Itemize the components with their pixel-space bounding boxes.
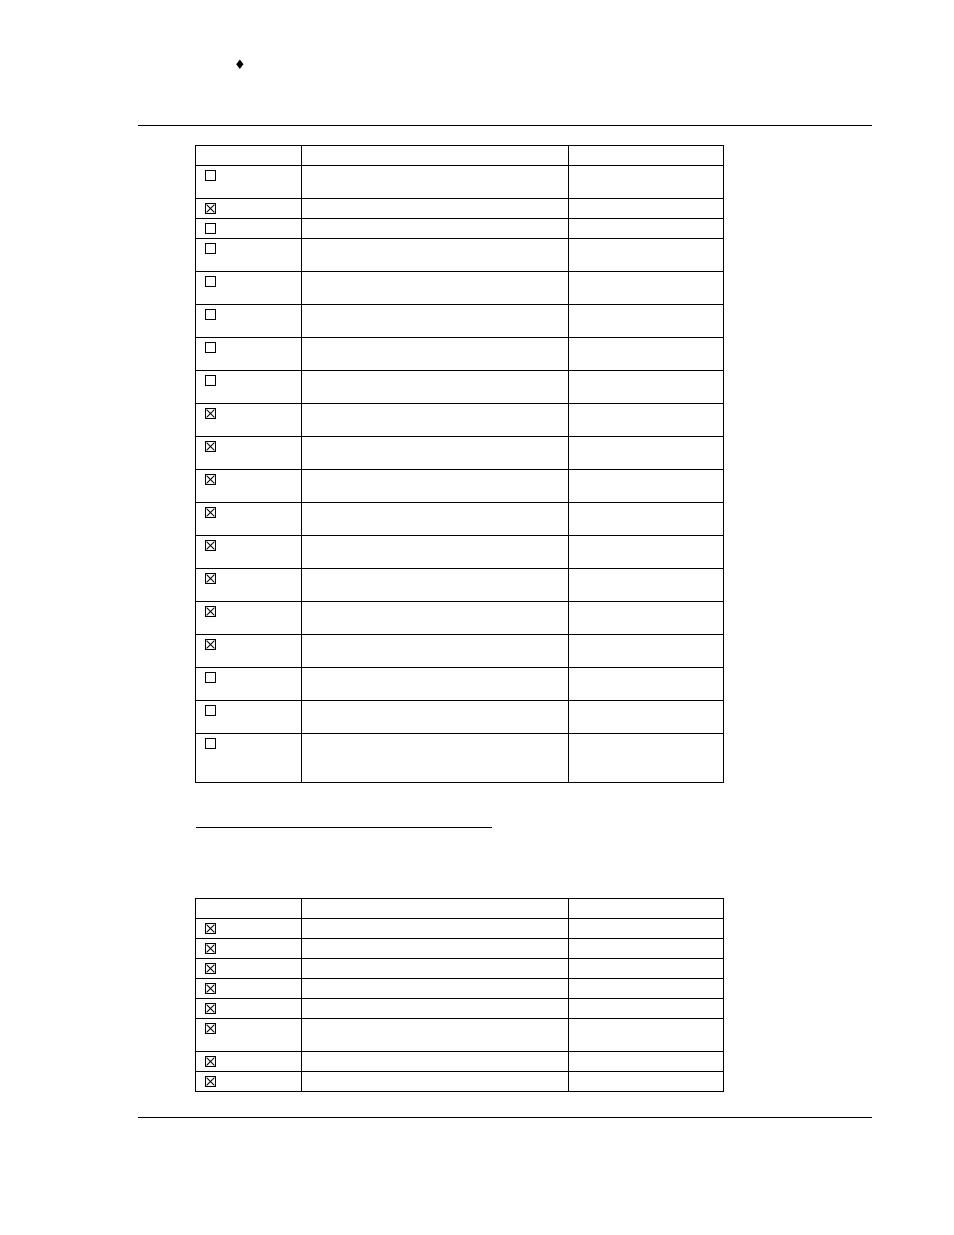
- section-underline: [196, 827, 492, 828]
- checkbox-cell: [196, 701, 302, 734]
- table-row: [196, 199, 724, 219]
- table-row: [196, 701, 724, 734]
- description-cell: [302, 602, 569, 635]
- header-cell: [196, 146, 302, 166]
- notes-cell: [569, 239, 724, 272]
- description-cell: [302, 437, 569, 470]
- description-cell: [302, 536, 569, 569]
- checkbox-cell: [196, 272, 302, 305]
- unchecked-box-icon[interactable]: [205, 672, 216, 683]
- unchecked-box-icon[interactable]: [205, 342, 216, 353]
- table-row: [196, 602, 724, 635]
- checklist-table-2: [195, 898, 724, 1092]
- checkbox-cell: [196, 734, 302, 783]
- checkbox-cell: [196, 404, 302, 437]
- table-row: [196, 734, 724, 783]
- checkbox-cell: [196, 199, 302, 219]
- checked-box-icon[interactable]: [205, 983, 216, 994]
- unchecked-box-icon[interactable]: [205, 243, 216, 254]
- table-row: [196, 999, 724, 1019]
- table-row: [196, 536, 724, 569]
- checkbox-cell: [196, 437, 302, 470]
- notes-cell: [569, 305, 724, 338]
- notes-cell: [569, 219, 724, 239]
- notes-cell: [569, 569, 724, 602]
- footer-rule: [138, 1117, 872, 1118]
- diamond-bullet-icon: ♦: [234, 58, 246, 73]
- table-row: [196, 569, 724, 602]
- checkbox-cell: [196, 1072, 302, 1092]
- table-1-body: [196, 146, 724, 783]
- table-row: [196, 239, 724, 272]
- notes-cell: [569, 1019, 724, 1052]
- description-cell: [302, 272, 569, 305]
- unchecked-box-icon[interactable]: [205, 309, 216, 320]
- notes-cell: [569, 1052, 724, 1072]
- checkbox-cell: [196, 1019, 302, 1052]
- table-row: [196, 668, 724, 701]
- table-2-body: [196, 899, 724, 1092]
- notes-cell: [569, 272, 724, 305]
- checkbox-cell: [196, 371, 302, 404]
- checkbox-cell: [196, 602, 302, 635]
- table-row: [196, 979, 724, 999]
- checkbox-cell: [196, 979, 302, 999]
- notes-cell: [569, 635, 724, 668]
- checked-box-icon[interactable]: [205, 1003, 216, 1014]
- checkbox-cell: [196, 536, 302, 569]
- description-cell: [302, 959, 569, 979]
- checked-box-icon[interactable]: [205, 923, 216, 934]
- description-cell: [302, 1052, 569, 1072]
- description-cell: [302, 239, 569, 272]
- description-cell: [302, 1019, 569, 1052]
- table-row: [196, 272, 724, 305]
- table-row: [196, 371, 724, 404]
- table-row: [196, 919, 724, 939]
- table-row: [196, 166, 724, 199]
- notes-cell: [569, 536, 724, 569]
- table-row: [196, 1019, 724, 1052]
- table-row: [196, 959, 724, 979]
- checkbox-cell: [196, 1052, 302, 1072]
- header-rule: [138, 125, 872, 126]
- notes-cell: [569, 734, 724, 783]
- description-cell: [302, 635, 569, 668]
- checked-box-icon[interactable]: [205, 203, 216, 214]
- notes-cell: [569, 939, 724, 959]
- notes-cell: [569, 1072, 724, 1092]
- description-cell: [302, 569, 569, 602]
- description-cell: [302, 305, 569, 338]
- checkbox-cell: [196, 219, 302, 239]
- table-row: [196, 635, 724, 668]
- notes-cell: [569, 602, 724, 635]
- table-header-row: [196, 146, 724, 166]
- unchecked-box-icon[interactable]: [205, 223, 216, 234]
- unchecked-box-icon[interactable]: [205, 276, 216, 287]
- description-cell: [302, 668, 569, 701]
- checkbox-cell: [196, 919, 302, 939]
- checkbox-cell: [196, 635, 302, 668]
- checked-box-icon[interactable]: [205, 943, 216, 954]
- table-row: [196, 338, 724, 371]
- table-header-row: [196, 899, 724, 919]
- unchecked-box-icon[interactable]: [205, 375, 216, 386]
- notes-cell: [569, 371, 724, 404]
- table-row: [196, 305, 724, 338]
- description-cell: [302, 371, 569, 404]
- description-cell: [302, 503, 569, 536]
- checked-box-icon[interactable]: [205, 540, 216, 551]
- checked-box-icon[interactable]: [205, 441, 216, 452]
- notes-cell: [569, 404, 724, 437]
- checkbox-cell: [196, 338, 302, 371]
- table-row: [196, 470, 724, 503]
- description-cell: [302, 219, 569, 239]
- checkbox-cell: [196, 166, 302, 199]
- description-cell: [302, 999, 569, 1019]
- table-row: [196, 404, 724, 437]
- checkbox-cell: [196, 305, 302, 338]
- description-cell: [302, 166, 569, 199]
- checkbox-cell: [196, 503, 302, 536]
- header-cell: [196, 899, 302, 919]
- table-row: [196, 503, 724, 536]
- header-cell: [569, 146, 724, 166]
- checkbox-cell: [196, 239, 302, 272]
- notes-cell: [569, 503, 724, 536]
- checked-box-icon[interactable]: [205, 606, 216, 617]
- header-cell: [569, 899, 724, 919]
- description-cell: [302, 734, 569, 783]
- checkbox-cell: [196, 470, 302, 503]
- checked-box-icon[interactable]: [205, 507, 216, 518]
- header-cell: [302, 146, 569, 166]
- description-cell: [302, 338, 569, 371]
- checked-box-icon[interactable]: [205, 639, 216, 650]
- checked-box-icon[interactable]: [205, 1056, 216, 1067]
- table-row: [196, 939, 724, 959]
- notes-cell: [569, 701, 724, 734]
- checkbox-cell: [196, 959, 302, 979]
- table-row: [196, 437, 724, 470]
- description-cell: [302, 919, 569, 939]
- notes-cell: [569, 979, 724, 999]
- notes-cell: [569, 199, 724, 219]
- description-cell: [302, 470, 569, 503]
- table-row: [196, 1072, 724, 1092]
- notes-cell: [569, 166, 724, 199]
- checked-box-icon[interactable]: [205, 573, 216, 584]
- description-cell: [302, 979, 569, 999]
- description-cell: [302, 1072, 569, 1092]
- unchecked-box-icon[interactable]: [205, 738, 216, 749]
- checkbox-cell: [196, 999, 302, 1019]
- notes-cell: [569, 470, 724, 503]
- description-cell: [302, 199, 569, 219]
- notes-cell: [569, 338, 724, 371]
- notes-cell: [569, 959, 724, 979]
- checklist-table-1: [195, 145, 724, 783]
- unchecked-box-icon[interactable]: [205, 170, 216, 181]
- notes-cell: [569, 437, 724, 470]
- checked-box-icon[interactable]: [205, 963, 216, 974]
- table-row: [196, 1052, 724, 1072]
- checkbox-cell: [196, 668, 302, 701]
- checked-box-icon[interactable]: [205, 1023, 216, 1034]
- notes-cell: [569, 999, 724, 1019]
- checked-box-icon[interactable]: [205, 408, 216, 419]
- checkbox-cell: [196, 939, 302, 959]
- checked-box-icon[interactable]: [205, 1076, 216, 1087]
- table-row: [196, 219, 724, 239]
- notes-cell: [569, 668, 724, 701]
- description-cell: [302, 939, 569, 959]
- notes-cell: [569, 919, 724, 939]
- checked-box-icon[interactable]: [205, 474, 216, 485]
- unchecked-box-icon[interactable]: [205, 705, 216, 716]
- description-cell: [302, 404, 569, 437]
- description-cell: [302, 701, 569, 734]
- header-cell: [302, 899, 569, 919]
- checkbox-cell: [196, 569, 302, 602]
